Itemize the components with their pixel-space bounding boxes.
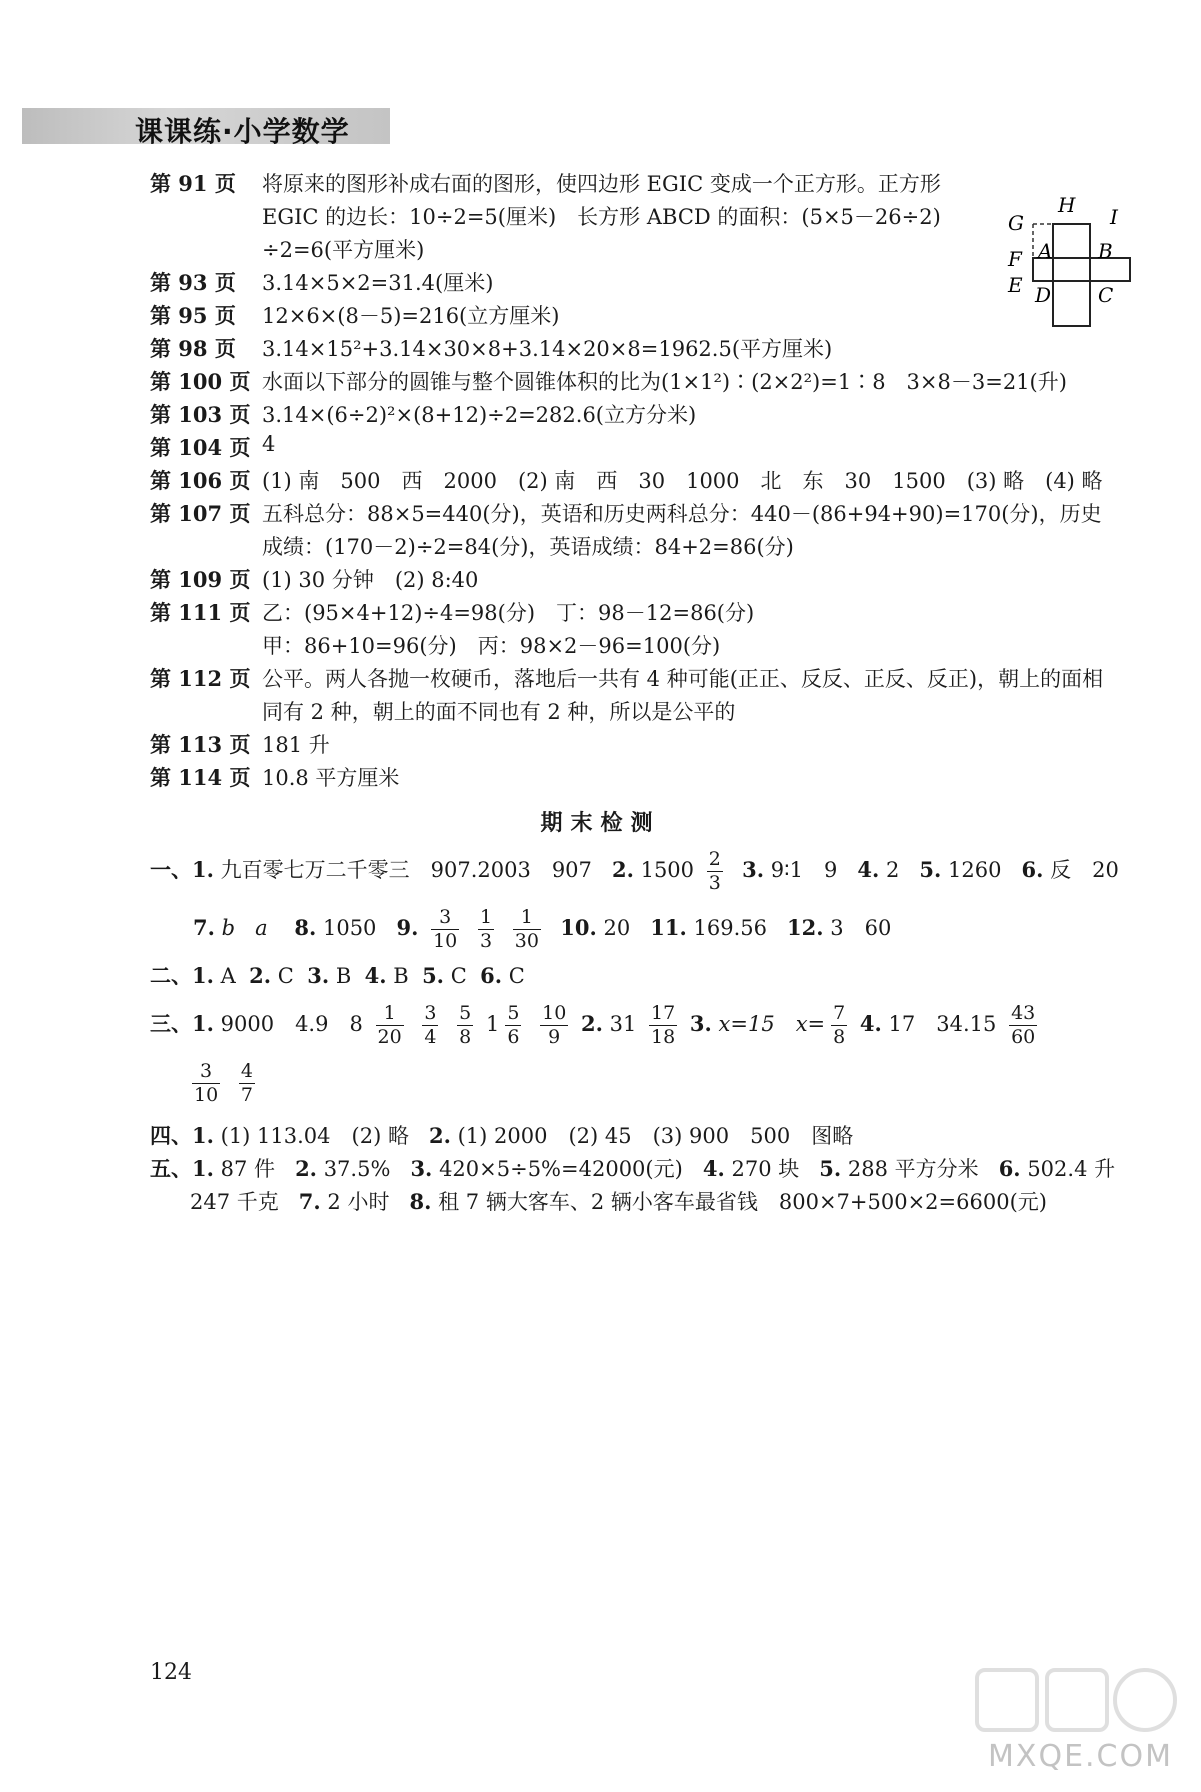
answer-line: 水面以下部分的圆锥与整个圆锥体积的比为(1×1²)∶(2×2²)=1∶8 3×8－3=21(升) [262, 370, 1067, 394]
section-2: 二、1. A 2. C 3. B 4. B 5. C 6. C [150, 963, 525, 988]
fraction: $\frac{1}{30}$ [514, 906, 539, 952]
section-3-line-1: 三、1. 9000 4.9 8 $\frac{1}{20}$ $\frac{3}{4}$ $\frac{5}{8}$ 1 $\frac{5}{6}$ $\frac{10}{9}$ 2. 31 $\frac{17}{18}$ 3. x=15 x= $\frac{7}{8}$ 4. 17 34.15 $\frac{43}{60}$ [150, 1002, 1036, 1048]
answer-line: 181 升 [262, 733, 330, 757]
answer-label: 第 95 页 [150, 303, 236, 328]
section-5-line-1: 五、1. 87 件 2. 37.5% 3. 420×5÷5%=42000(元) 4. 270 块 5. 288 平方分米 6. 502.4 升 [150, 1156, 1116, 1181]
answer-line: 12×6×(8－5)=216(立方厘米) [262, 304, 560, 328]
answer-line: 将原来的图形补成右面的图形，使四边形 EGIC 变成一个正方形。正方形 [262, 172, 941, 196]
section-5-line-2: 247 千克 7. 2 小时 8. 租 7 辆大客车、2 辆小客车最省钱 800×7+500×2=6600(元) [190, 1189, 1047, 1214]
answer-line: 乙：(95×4+12)÷4=98(分) 丁：98－12=86(分) [262, 601, 755, 625]
answer-label: 第 103 页 [150, 402, 251, 427]
fraction: $\frac{3}{10}$ [194, 1060, 219, 1106]
answer-label: 第 106 页 [150, 468, 251, 493]
answer-label: 第 107 页 [150, 501, 251, 526]
fraction: $\frac{43}{60}$ [1011, 1002, 1036, 1048]
fraction: $\frac{1}{3}$ [479, 906, 493, 952]
fraction: $\frac{3}{4}$ [424, 1002, 437, 1048]
answer-line: (1) 30 分钟 (2) 8:40 [262, 568, 479, 592]
answer-label: 第 100 页 [150, 369, 251, 394]
answer-label: 第 114 页 [150, 765, 251, 790]
fraction: $\frac{17}{18}$ [651, 1002, 676, 1048]
answer-line: 公平。两人各抛一枚硬币，落地后一共有 4 种可能(正正、反反、正反、反正)，朝上的面相 [262, 667, 1104, 691]
answer-label: 第 111 页 [150, 600, 251, 625]
section-3-line-2 [186, 1060, 261, 1107]
answer-line: EGIC 的边长：10÷2=5(厘米) 长方形 ABCD 的面积：(5×5－26÷2) [262, 205, 941, 229]
answer-label: 第 98 页 [150, 336, 236, 361]
page-number: 124 [150, 1660, 192, 1685]
answer-line: 3.14×15²+3.14×30×8+3.14×20×8=1962.5(平方厘米) [262, 337, 833, 361]
answer-line: 五科总分：88×5=440(分)，英语和历史两科总分：440－(86+94+90)=170(分)，历史 [262, 502, 1102, 526]
figure-label-i: I [1110, 205, 1118, 229]
square-figure [990, 188, 1140, 328]
section-1-line-1: 一、1. 九百零七万二千零三 907.2003 907 2. 1500 $\frac{2}{3}$ 3. 9∶1 9 4. 2 5. 1260 6. 反 20 [150, 848, 1119, 894]
figure-label-g: G [1008, 211, 1024, 235]
figure-label-a: A [1038, 239, 1053, 263]
answer-label: 第 93 页 [150, 270, 236, 295]
exam-title: 期末检测 [540, 810, 661, 836]
section-1-line-2: 7. b a 8. 1050 9. $\frac{3}{10}$ $\frac{1}{3}$ $\frac{1}{30}$ 10. 20 11. 169.56 12. 3 60 [193, 906, 892, 952]
answer-line: (1) 南 500 西 2000 (2) 南 西 30 1000 北 东 30 1500 (3) 略 (4) 略 [262, 469, 1103, 493]
fraction: $\frac{5}{8}$ [459, 1002, 472, 1048]
answer-line: 3.14×5×2=31.4(厘米) [262, 271, 494, 295]
fraction: $\frac{5}{6}$ [507, 1002, 520, 1048]
answer-line: 成绩：(170－2)÷2=84(分)，英语成绩：84+2=86(分) [262, 535, 794, 559]
figure-label-h: H [1058, 193, 1076, 217]
figure-label-e: E [1008, 273, 1023, 297]
fraction: $\frac{2}{3}$ [708, 848, 721, 894]
answer-line: ÷2=6(平方厘米) [262, 238, 425, 262]
figure-label-d: D [1035, 283, 1052, 307]
figure-label-f: F [1008, 247, 1022, 271]
fraction: $\frac{4}{7}$ [240, 1060, 253, 1106]
answer-line: 3.14×(6÷2)²×(8+12)÷2=282.6(立方分米) [262, 403, 697, 427]
header-title: 课课练·小学数学 [135, 115, 350, 148]
answer-line: 10.8 平方厘米 [262, 766, 400, 790]
answer-label: 第 112 页 [150, 666, 251, 691]
answer-label: 第 109 页 [150, 567, 251, 592]
fraction: $\frac{3}{10}$ [433, 906, 458, 952]
fraction: $\frac{7}{8}$ [833, 1002, 846, 1048]
fraction: $\frac{10}{9}$ [542, 1002, 567, 1048]
answer-label: 第 104 页 [150, 435, 251, 460]
answer-label: 第 113 页 [150, 732, 251, 757]
answer-line: 4 [262, 432, 276, 456]
fraction: $\frac{1}{20}$ [377, 1002, 402, 1048]
section-4: 四、1. (1) 113.04 (2) 略 2. (1) 2000 (2) 45 (3) 900 500 图略 [150, 1123, 854, 1148]
watermark-text: MXQE.COM [988, 1739, 1173, 1774]
answer-line: 同有 2 种，朝上的面不同也有 2 种，所以是公平的 [262, 700, 736, 724]
figure-label-b: B [1098, 239, 1113, 263]
answer-line: 甲：86+10=96(分) 丙：98×2－96=100(分) [262, 634, 721, 658]
figure-label-c: C [1098, 283, 1114, 307]
answer-label: 第 91 页 [150, 171, 236, 196]
